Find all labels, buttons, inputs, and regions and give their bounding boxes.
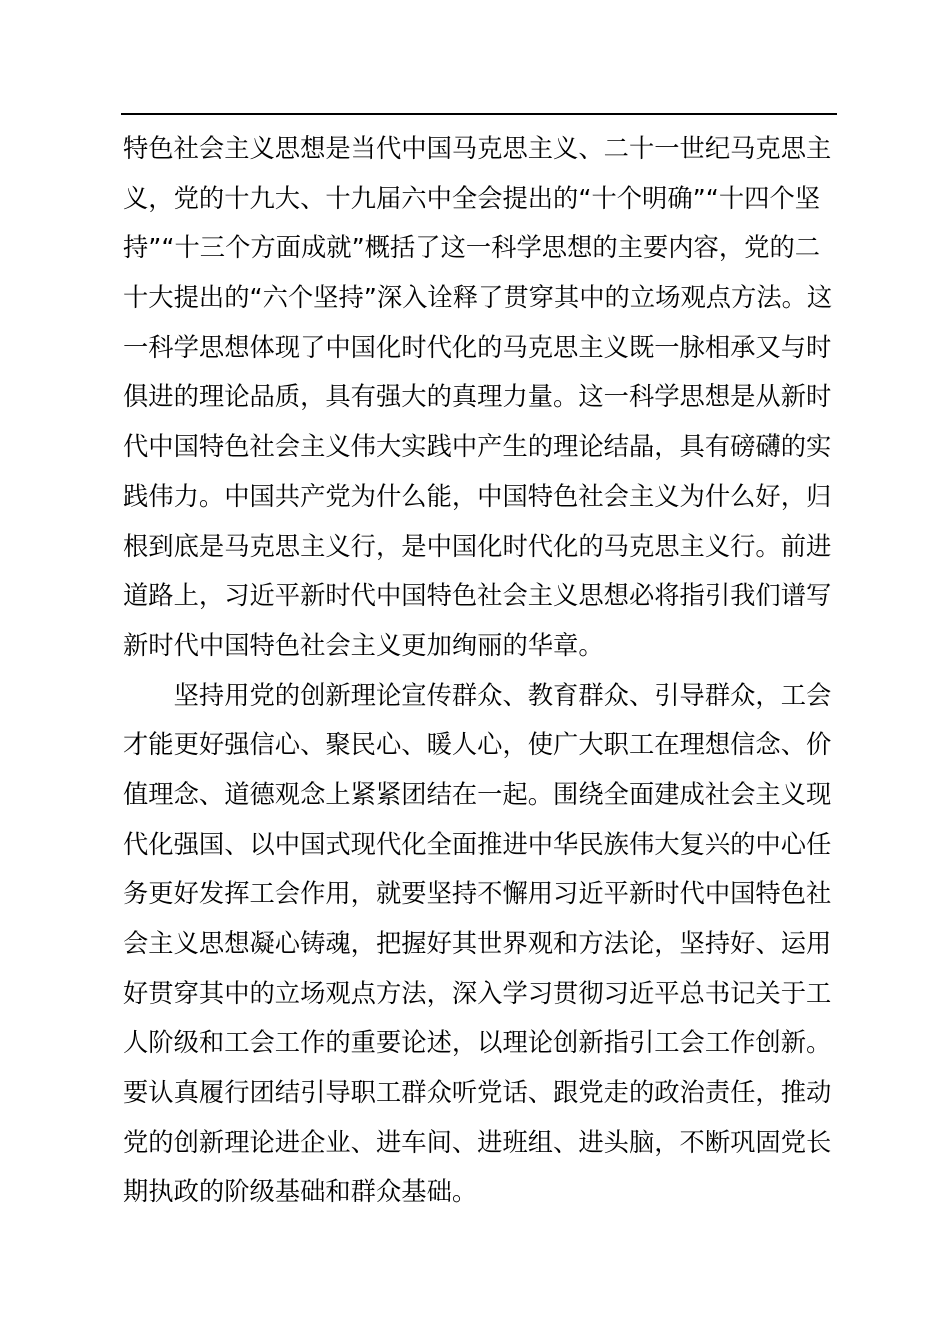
text-line: 好贯穿其中的立场观点方法，深入学习贯彻习近平总书记关于工 xyxy=(123,978,832,1008)
text-line: 代化强国、以中国式现代化全面推进中华民族伟大复兴的中心任 xyxy=(123,829,832,859)
text-line: 义，党的十九大、十九届六中全会提出的“十个明确”“十四个坚 xyxy=(123,183,821,213)
text-line-indented: 坚持用党的创新理论宣传群众、教育群众、引导群众，工会 xyxy=(173,680,832,710)
text-line: 根到底是马克思主义行，是中国化时代化的马克思主义行。前进 xyxy=(123,531,832,561)
text-line: 人阶级和工会工作的重要论述，以理论创新指引工会工作创新。 xyxy=(123,1028,832,1058)
text-line: 期执政的阶级基础和群众基础。 xyxy=(123,1177,478,1207)
text-line: 才能更好强信心、聚民心、暖人心，使广大职工在理想信念、价 xyxy=(123,730,832,760)
text-line: 值理念、道德观念上紧紧团结在一起。围绕全面建成社会主义现 xyxy=(123,779,832,809)
paragraph-2 xyxy=(123,671,837,1218)
text-line: 要认真履行团结引导职工群众听党话、跟党走的政治责任，推动 xyxy=(123,1078,832,1108)
text-line: 践伟力。中国共产党为什么能，中国特色社会主义为什么好，归 xyxy=(123,481,832,511)
text-line: 特色社会主义思想是当代中国马克思主义、二十一世纪马克思主 xyxy=(123,134,832,163)
text-line: 持”“十三个方面成就”概括了这一科学思想的主要内容，党的二 xyxy=(123,233,821,263)
text-line: 一科学思想体现了中国化时代化的马克思主义既一脉相承又与时 xyxy=(123,332,832,362)
text-line: 党的创新理论进企业、进车间、进班组、进头脑，不断巩固党长 xyxy=(123,1127,832,1157)
text-line: 十大提出的“六个坚持”深入诠释了贯穿其中的立场观点方法。这 xyxy=(123,283,833,313)
text-line: 俱进的理论品质，具有强大的真理力量。这一科学思想是从新时 xyxy=(123,382,832,412)
text-line: 代中国特色社会主义伟大实践中产生的理论结晶，具有磅礴的实 xyxy=(123,432,832,462)
document-body xyxy=(123,124,837,1217)
text-line: 新时代中国特色社会主义更加绚丽的华章。 xyxy=(123,630,604,660)
paragraph-1 xyxy=(123,124,837,671)
text-line: 务更好发挥工会作用，就要坚持不懈用习近平新时代中国特色社 xyxy=(123,879,832,909)
header-rule xyxy=(121,113,837,115)
text-line: 道路上，习近平新时代中国特色社会主义思想必将指引我们谱写 xyxy=(123,581,832,611)
text-line: 会主义思想凝心铸魂，把握好其世界观和方法论，坚持好、运用 xyxy=(123,929,832,958)
